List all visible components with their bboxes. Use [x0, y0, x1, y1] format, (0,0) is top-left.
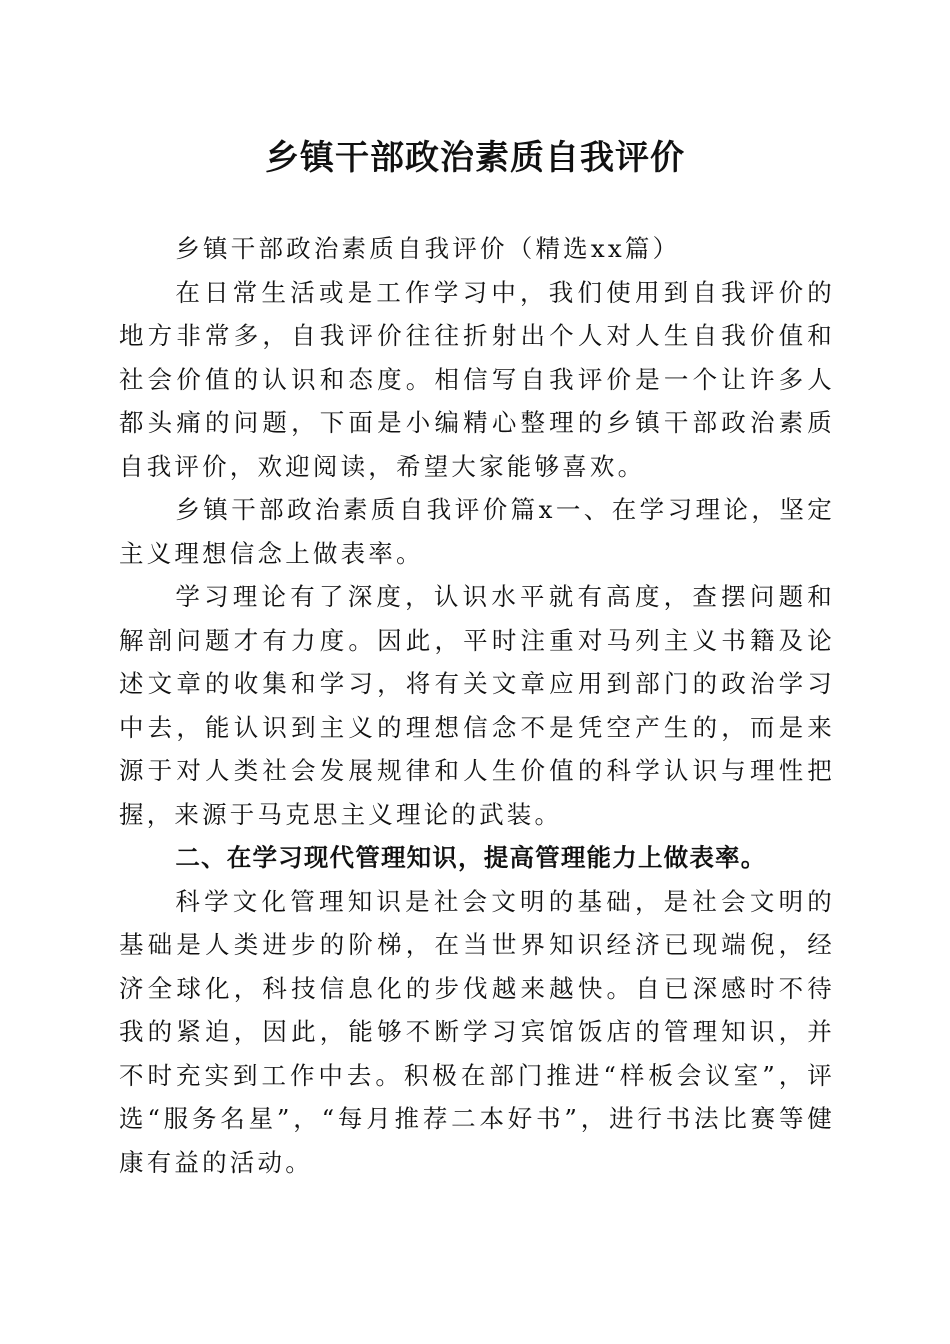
section-heading-two: 二、在学习现代管理知识，提高管理能力上做表率。: [175, 843, 767, 872]
document-title: 乡镇干部政治素质自我评价: [265, 138, 685, 178]
document-body: [119, 227, 835, 1184]
paragraph-section-one: 乡镇干部政治素质自我评价篇x一、在学习理论，坚定主义理想信念上做表率。: [119, 495, 835, 568]
paragraph-theory: 学习理论有了深度，认识水平就有高度，查摆问题和解剖问题才有力度。因此，平时注重对马列主义书籍及论述文章的收集和学习，将有关文章应用到部门的政治学习中去，能认识到主义的理想信念不是凭空产生的，而是来源于对人类社会发展规律和人生价值的科学认识与理性把握，来源于马克思主义理论的武装。: [119, 582, 835, 829]
paragraph-management: 科学文化管理知识是社会文明的基础，是社会文明的基础是人类进步的阶梯，在当世界知识经济已现端倪，经济全球化，科技信息化的步伐越来越快。自已深感时不待我的紧迫，因此，能够不断学习宾馆饭店的管理知识，并不时充实到工作中去。积极在部门推进“样板会议室”，评选“服务名星”，“每月推荐二本好书”，进行书法比赛等健康有益的活动。: [119, 886, 835, 1177]
paragraph-subtitle: 乡镇干部政治素质自我评价（精选xx篇）: [175, 234, 681, 263]
paragraph-intro: 在日常生活或是工作学习中，我们使用到自我评价的地方非常多，自我评价往往折射出个人对人生自我价值和社会价值的认识和态度。相信写自我评价是一个让许多人都头痛的问题，下面是小编精心整理的乡镇干部政治素质自我评价，欢迎阅读，希望大家能够喜欢。: [119, 277, 835, 481]
